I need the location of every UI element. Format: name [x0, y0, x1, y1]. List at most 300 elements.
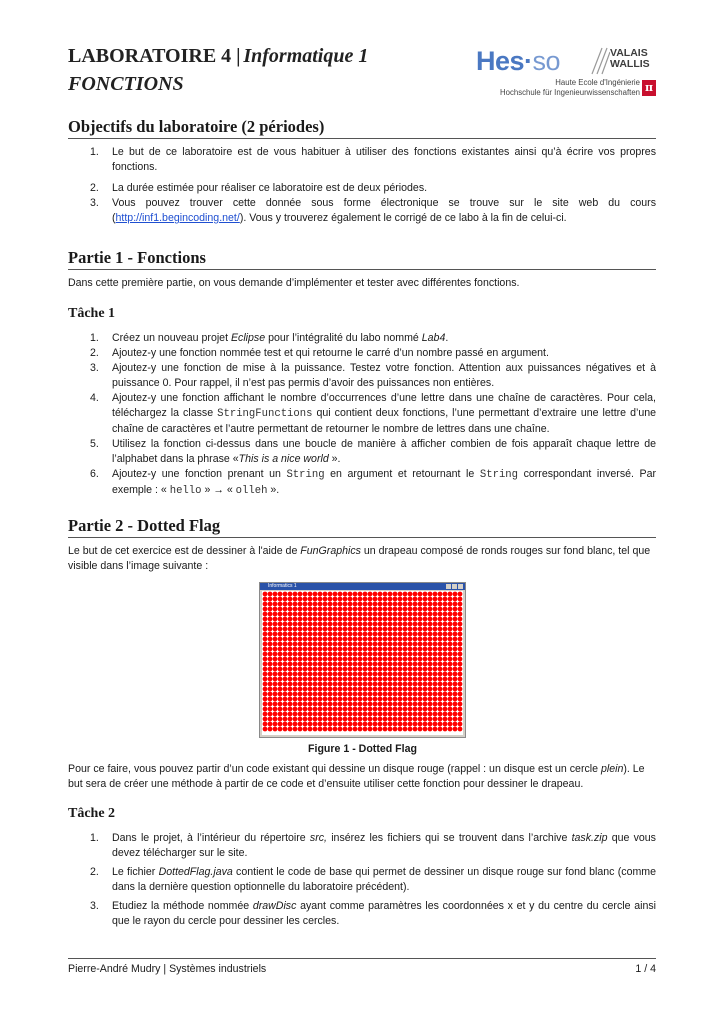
flag-dot: [373, 722, 378, 727]
flag-dot: [393, 642, 398, 647]
flag-dot: [393, 637, 398, 642]
course-name: Informatique 1: [243, 45, 369, 67]
flag-dot: [443, 632, 448, 637]
flag-dot: [303, 627, 308, 632]
flag-dot: [438, 647, 443, 652]
flag-dot: [423, 612, 428, 617]
flag-dot: [288, 702, 293, 707]
flag-dot: [403, 707, 408, 712]
flag-dot: [358, 672, 363, 677]
flag-dot: [438, 672, 443, 677]
flag-dot: [403, 712, 408, 717]
flag-dot: [373, 637, 378, 642]
flag-dot: [438, 687, 443, 692]
flag-dot: [268, 592, 273, 597]
flag-dot: [303, 697, 308, 702]
course-website-link[interactable]: http://inf1.begincoding.net/: [115, 212, 240, 224]
flag-dot: [433, 707, 438, 712]
flag-dot: [363, 687, 368, 692]
flag-dot: [443, 692, 448, 697]
flag-dot: [328, 637, 333, 642]
flag-dot: [278, 722, 283, 727]
flag-dot: [348, 607, 353, 612]
document-subtitle: FONCTIONS: [68, 73, 184, 95]
flag-dot: [433, 672, 438, 677]
flag-dot: [358, 627, 363, 632]
flag-dot: [278, 607, 283, 612]
flag-dot: [303, 687, 308, 692]
flag-dot: [318, 637, 323, 642]
flag-dot: [313, 727, 318, 732]
flag-dot: [403, 622, 408, 627]
page-number: 1 / 4: [635, 963, 656, 975]
flag-dot: [318, 622, 323, 627]
flag-dot: [278, 717, 283, 722]
flag-dot: [343, 632, 348, 637]
flag-dot: [368, 687, 373, 692]
flag-dot: [293, 667, 298, 672]
flag-dot: [363, 662, 368, 667]
flag-dot: [308, 687, 313, 692]
flag-dot: [383, 717, 388, 722]
flag-dot: [338, 657, 343, 662]
flag-dot: [358, 667, 363, 672]
flag-dot: [438, 642, 443, 647]
flag-dot: [403, 657, 408, 662]
flag-dot: [348, 622, 353, 627]
flag-dot: [348, 667, 353, 672]
flag-dot: [443, 612, 448, 617]
footer-divider: [68, 958, 656, 959]
flag-dot: [283, 727, 288, 732]
flag-dot: [283, 657, 288, 662]
flag-dot: [328, 717, 333, 722]
flag-dot: [323, 647, 328, 652]
flag-dot: [403, 702, 408, 707]
flag-dot: [418, 607, 423, 612]
flag-dot: [418, 627, 423, 632]
flag-dot: [268, 637, 273, 642]
flag-dot: [288, 722, 293, 727]
flag-dot: [293, 682, 298, 687]
flag-dot: [443, 622, 448, 627]
flag-dot: [293, 612, 298, 617]
flag-dot: [308, 642, 313, 647]
flag-dot: [388, 652, 393, 657]
flag-dot: [283, 612, 288, 617]
flag-dot: [453, 617, 458, 622]
flag-dot: [398, 727, 403, 732]
flag-dot: [383, 607, 388, 612]
flag-dot: [343, 637, 348, 642]
flag-dot: [298, 632, 303, 637]
flag-dot: [398, 647, 403, 652]
flag-dot: [343, 702, 348, 707]
flag-dot: [318, 682, 323, 687]
flag-dot: [433, 687, 438, 692]
flag-dot: [288, 602, 293, 607]
flag-dot: [378, 682, 383, 687]
document-title: [68, 44, 368, 97]
flag-dot: [263, 657, 268, 662]
flag-dot: [358, 617, 363, 622]
flag-dot: [353, 627, 358, 632]
flag-dot: [453, 607, 458, 612]
flag-dot: [323, 702, 328, 707]
flag-dot: [393, 687, 398, 692]
flag-dot: [318, 722, 323, 727]
flag-dot: [413, 682, 418, 687]
window-title-bar: [260, 583, 465, 590]
flag-dot: [263, 607, 268, 612]
flag-dot: [273, 707, 278, 712]
flag-dot: [373, 702, 378, 707]
flag-dot: [338, 637, 343, 642]
flag-dot: [388, 617, 393, 622]
flag-dot: [408, 712, 413, 717]
partie1-intro: Dans cette première partie, on vous demande d’implémenter et tester avec différentes fonctions.: [68, 277, 520, 289]
section-heading-objectifs: Objectifs du laboratoire (2 périodes): [68, 116, 656, 139]
flag-dot: [273, 652, 278, 657]
flag-dot: [328, 647, 333, 652]
flag-dot: [413, 647, 418, 652]
flag-dot: [408, 602, 413, 607]
flag-dot: [268, 702, 273, 707]
flag-dot: [453, 612, 458, 617]
flag-dot: [358, 707, 363, 712]
flag-dot: [428, 682, 433, 687]
flag-dot: [408, 652, 413, 657]
flag-dot: [348, 612, 353, 617]
flag-dot: [453, 652, 458, 657]
flag-dot: [298, 662, 303, 667]
flag-dot: [393, 617, 398, 622]
flag-dot: [448, 722, 453, 727]
flag-dot: [333, 727, 338, 732]
flag-dot: [303, 662, 308, 667]
flag-dot: [308, 607, 313, 612]
flag-dot: [318, 707, 323, 712]
flag-dot: [323, 637, 328, 642]
flag-dot: [383, 622, 388, 627]
flag-dot: [268, 652, 273, 657]
flag-dot: [323, 677, 328, 682]
flag-dot: [448, 707, 453, 712]
flag-dot: [363, 592, 368, 597]
flag-dot: [408, 617, 413, 622]
flag-dot: [353, 677, 358, 682]
flag-dot: [383, 612, 388, 617]
flag-dot: [368, 597, 373, 602]
flag-dot: [418, 727, 423, 732]
flag-dot: [438, 702, 443, 707]
flag-dot: [403, 667, 408, 672]
flag-dot: [423, 662, 428, 667]
logo-pi-icon: π: [642, 80, 656, 96]
flag-dot: [428, 652, 433, 657]
flag-dot: [458, 712, 463, 717]
flag-dot: [363, 652, 368, 657]
flag-dot: [293, 597, 298, 602]
flag-dot: [338, 652, 343, 657]
flag-dot: [283, 682, 288, 687]
flag-dot: [338, 687, 343, 692]
flag-dot: [273, 692, 278, 697]
flag-dot: [308, 707, 313, 712]
flag-dot: [443, 627, 448, 632]
flag-dot: [333, 717, 338, 722]
flag-dot: [353, 637, 358, 642]
flag-dot: [353, 647, 358, 652]
flag-dot: [313, 657, 318, 662]
flag-dot: [338, 712, 343, 717]
flag-dot: [398, 657, 403, 662]
flag-dot: [438, 697, 443, 702]
flag-dot: [333, 612, 338, 617]
flag-dot: [293, 722, 298, 727]
flag-dot: [338, 662, 343, 667]
flag-dot: [453, 722, 458, 727]
flag-dot: [378, 702, 383, 707]
flag-dot: [278, 682, 283, 687]
list-item: 2. La durée estimée pour réaliser ce laboratoire est de deux périodes.: [90, 182, 428, 194]
flag-dot: [423, 727, 428, 732]
flag-dot: [378, 672, 383, 677]
flag-dot: [263, 602, 268, 607]
flag-dot: [368, 602, 373, 607]
flag-dot: [443, 697, 448, 702]
flag-dot: [408, 597, 413, 602]
flag-dot: [308, 712, 313, 717]
flag-dot: [273, 712, 278, 717]
footer-author: Pierre-André Mudry | Systèmes industriels: [68, 963, 267, 975]
flag-dot: [448, 657, 453, 662]
flag-dot: [438, 712, 443, 717]
flag-dot: [433, 677, 438, 682]
flag-dot: [273, 602, 278, 607]
flag-dot: [358, 637, 363, 642]
flag-dot: [393, 712, 398, 717]
flag-dot: [378, 727, 383, 732]
flag-dot: [428, 592, 433, 597]
figure-caption: Figure 1 - Dotted Flag: [308, 743, 417, 755]
flag-dot: [433, 727, 438, 732]
flag-dot: [353, 602, 358, 607]
flag-dot: [368, 662, 373, 667]
flag-dot: [273, 717, 278, 722]
flag-dot: [418, 717, 423, 722]
flag-dot: [388, 632, 393, 637]
flag-dot: [353, 672, 358, 677]
flag-dot: [343, 717, 348, 722]
flag-dot: [423, 602, 428, 607]
flag-dot: [328, 707, 333, 712]
flag-dot: [363, 642, 368, 647]
flag-dot: [408, 642, 413, 647]
flag-dot: [363, 677, 368, 682]
flag-dot: [353, 632, 358, 637]
flag-dot: [293, 707, 298, 712]
flag-dot: [413, 592, 418, 597]
flag-dot: [288, 727, 293, 732]
flag-dot: [308, 632, 313, 637]
flag-dot: [433, 667, 438, 672]
flag-dot: [393, 727, 398, 732]
flag-dot: [338, 612, 343, 617]
flag-dot: [373, 607, 378, 612]
flag-dot: [368, 672, 373, 677]
flag-dot: [338, 627, 343, 632]
flag-dot: [373, 712, 378, 717]
flag-dot: [313, 697, 318, 702]
flag-dot: [418, 722, 423, 727]
flag-dot: [283, 677, 288, 682]
flag-dot: [413, 712, 418, 717]
flag-dot: [268, 622, 273, 627]
flag-dot: [263, 677, 268, 682]
flag-dot: [293, 672, 298, 677]
flag-dot: [298, 592, 303, 597]
flag-dot: [423, 667, 428, 672]
flag-dot: [443, 667, 448, 672]
logo-hes-text: Hes·so: [476, 46, 561, 76]
flag-dot: [308, 617, 313, 622]
flag-dot: [408, 727, 413, 732]
list-item: 2. Ajoutez-y une fonction nommée test et qui retourne le carré d’un nombre passé en argument.: [90, 347, 549, 359]
flag-dot: [278, 592, 283, 597]
section-heading-partie2: Partie 2 - Dotted Flag: [68, 515, 656, 538]
flag-dot: [448, 597, 453, 602]
flag-dot: [438, 682, 443, 687]
flag-dot: [453, 632, 458, 637]
flag-dot: [428, 717, 433, 722]
flag-dot: [273, 607, 278, 612]
flag-dot: [298, 622, 303, 627]
flag-dot: [398, 682, 403, 687]
flag-dot: [433, 632, 438, 637]
flag-dot: [413, 662, 418, 667]
flag-dot: [423, 642, 428, 647]
flag-dot: [448, 602, 453, 607]
flag-dot: [418, 677, 423, 682]
flag-dot: [368, 682, 373, 687]
flag-dot: [353, 702, 358, 707]
flag-dot: [388, 642, 393, 647]
flag-dot: [413, 687, 418, 692]
flag-dot: [423, 682, 428, 687]
flag-dot: [398, 592, 403, 597]
flag-dot: [273, 627, 278, 632]
flag-dot: [298, 657, 303, 662]
flag-dot: [423, 592, 428, 597]
flag-dot: [378, 677, 383, 682]
flag-dot: [303, 727, 308, 732]
flag-dot: [423, 617, 428, 622]
flag-dot: [443, 712, 448, 717]
flag-dot: [458, 657, 463, 662]
flag-dot: [293, 592, 298, 597]
flag-dot: [273, 597, 278, 602]
flag-dot: [373, 652, 378, 657]
flag-dot: [438, 692, 443, 697]
flag-dot: [428, 617, 433, 622]
flag-dot: [283, 637, 288, 642]
flag-dot: [353, 642, 358, 647]
flag-dot: [318, 687, 323, 692]
flag-dot: [408, 682, 413, 687]
flag-dot: [298, 677, 303, 682]
flag-dot: [443, 677, 448, 682]
flag-dot: [418, 617, 423, 622]
flag-dot: [338, 682, 343, 687]
flag-dot: [318, 612, 323, 617]
flag-dot: [308, 602, 313, 607]
flag-dot: [413, 617, 418, 622]
flag-dot: [408, 647, 413, 652]
minimize-icon: [446, 584, 451, 589]
flag-dot: [453, 717, 458, 722]
flag-dot: [268, 647, 273, 652]
flag-dot: [333, 687, 338, 692]
flag-dot: [438, 592, 443, 597]
flag-dot: [353, 657, 358, 662]
flag-dot: [313, 692, 318, 697]
flag-dot: [348, 712, 353, 717]
flag-dot: [403, 662, 408, 667]
flag-dot: [423, 597, 428, 602]
flag-dot: [448, 717, 453, 722]
flag-dot: [268, 697, 273, 702]
flag-dot: [328, 672, 333, 677]
flag-dot: [298, 707, 303, 712]
flag-dot: [268, 612, 273, 617]
flag-dot: [293, 692, 298, 697]
flag-dot: [263, 727, 268, 732]
flag-dot: [323, 717, 328, 722]
flag-dot: [323, 632, 328, 637]
flag-dot: [408, 702, 413, 707]
flag-dot: [398, 597, 403, 602]
flag-dot: [383, 697, 388, 702]
flag-dot: [383, 682, 388, 687]
flag-dot: [383, 602, 388, 607]
flag-dot: [323, 592, 328, 597]
flag-dot: [288, 647, 293, 652]
flag-dot: [293, 652, 298, 657]
flag-dot: [313, 607, 318, 612]
flag-dot: [303, 712, 308, 717]
flag-dot: [323, 682, 328, 687]
flag-dot: [448, 632, 453, 637]
flag-dot: [398, 712, 403, 717]
flag-dot: [413, 607, 418, 612]
flag-dot: [453, 727, 458, 732]
flag-dot: [363, 597, 368, 602]
flag-dot: [398, 622, 403, 627]
flag-dot: [298, 712, 303, 717]
flag-dot: [448, 592, 453, 597]
flag-dot: [393, 702, 398, 707]
flag-dot: [323, 722, 328, 727]
flag-dot: [308, 667, 313, 672]
flag-dot: [283, 667, 288, 672]
flag-dot: [293, 687, 298, 692]
flag-dot: [388, 707, 393, 712]
flag-dot: [368, 617, 373, 622]
flag-dot: [368, 722, 373, 727]
flag-dot: [348, 652, 353, 657]
flag-dot: [403, 722, 408, 727]
